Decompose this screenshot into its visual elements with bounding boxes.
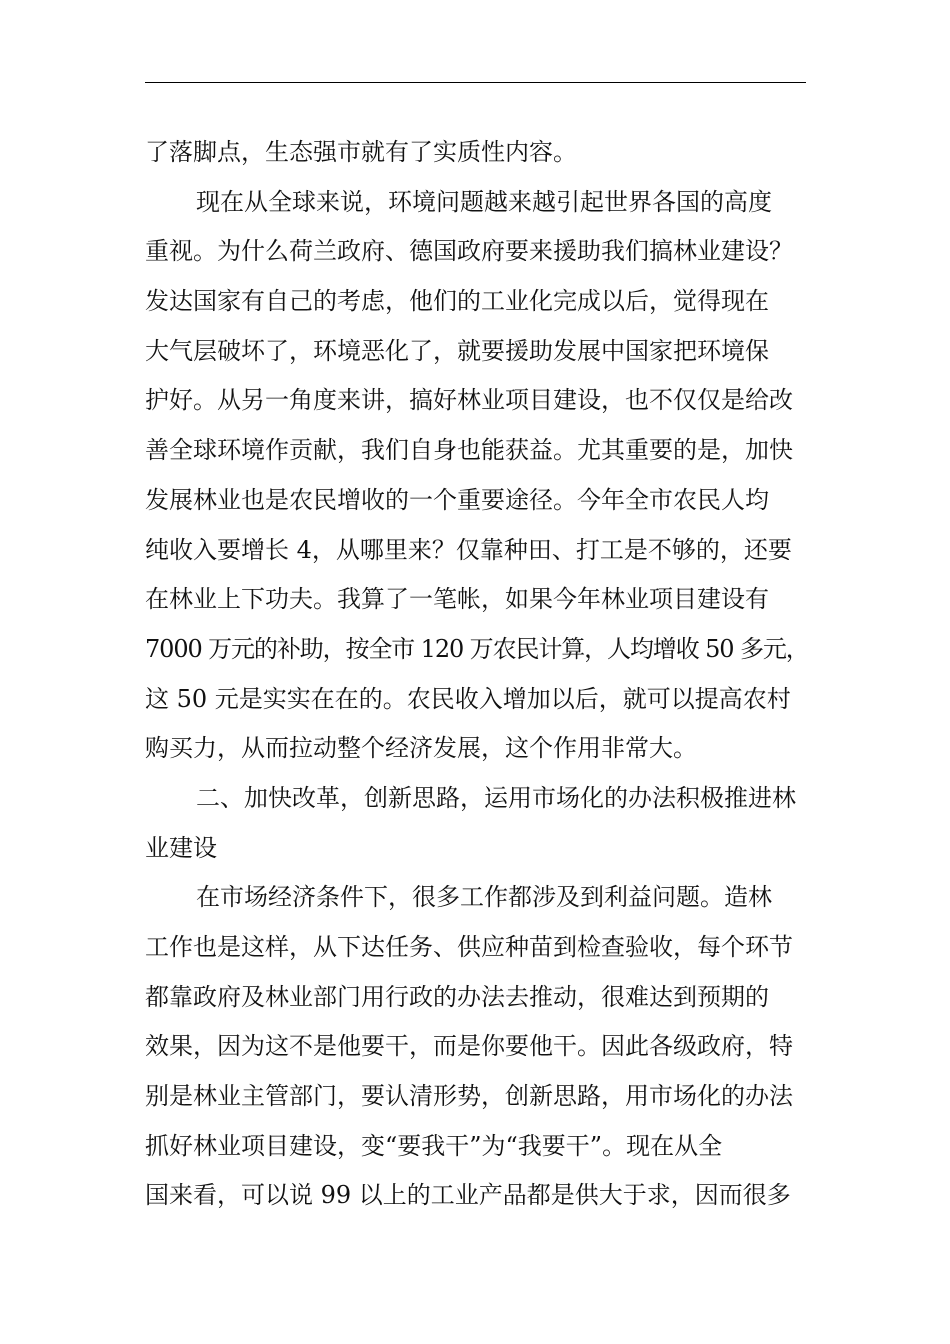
text-line: 大气层破坏了，环境恶化了，就要援助发展中国家把环境保 (145, 336, 769, 365)
text-line: 善全球环境作贡献，我们自身也能获益。尤其重要的是，加快 (145, 436, 793, 465)
text-line: 国来看，可以说 99 以上的工业产品都是供大于求，因而很多 (145, 1181, 791, 1210)
text-line: 工作也是这样，从下达任务、供应种苗到检查验收，每个环节 (145, 933, 793, 961)
text-line: 效果，因为这不是他要干，而是你要他干。因此各级政府，特 (145, 1032, 793, 1061)
paragraph (145, 178, 809, 774)
paragraph (145, 873, 809, 1221)
text-line: 在林业上下功夫。我算了一笔帐，如果今年林业项目建设有 (145, 585, 769, 614)
text-line: 都靠政府及林业部门用行政的办法去推动，很难达到预期的 (145, 982, 769, 1011)
text-line: 7000 万元的补助，按全市 120 万农民计算，人均增收 50 多元， (145, 634, 809, 663)
paragraph (145, 128, 809, 178)
text-line: 护好。从另一角度来讲，搞好林业项目建设，也不仅仅是给改 (145, 386, 793, 415)
text-line: 纯收入要增长 4，从哪里来？仅靠种田、打工是不够的，还要 (145, 535, 792, 564)
header-rule (145, 82, 806, 83)
text-line: 抓好林业项目建设，变“要我干”为“我要干”。现在从全 (145, 1131, 723, 1160)
document-body (145, 128, 809, 1221)
text-line: 了落脚点，生态强市就有了实质性内容。 (145, 138, 577, 166)
text-line: 别是林业主管部门，要认清形势，创新思路，用市场化的办法 (145, 1082, 793, 1111)
text-line: 现在从全球来说，环境问题越来越引起世界各国的高度 (196, 187, 772, 216)
text-line: 发展林业也是农民增收的一个重要途径。今年全市农民人均 (145, 485, 769, 514)
paragraph (145, 774, 809, 873)
text-line: 这 50 元是实实在在的。农民收入增加以后，就可以提高农村 (145, 684, 791, 713)
text-line: 二、加快改革，创新思路，运用市场化的办法积极推进林 (196, 783, 796, 812)
text-line: 业建设 (145, 833, 217, 862)
text-line: 重视。为什么荷兰政府、德国政府要来援助我们搞林业建设？ (145, 237, 793, 266)
text-line: 在市场经济条件下，很多工作都涉及到利益问题。造林 (196, 883, 772, 912)
text-line: 发达国家有自己的考虑，他们的工业化完成以后，觉得现在 (145, 287, 769, 316)
text-line: 购买力，从而拉动整个经济发展，这个作用非常大。 (145, 734, 697, 763)
